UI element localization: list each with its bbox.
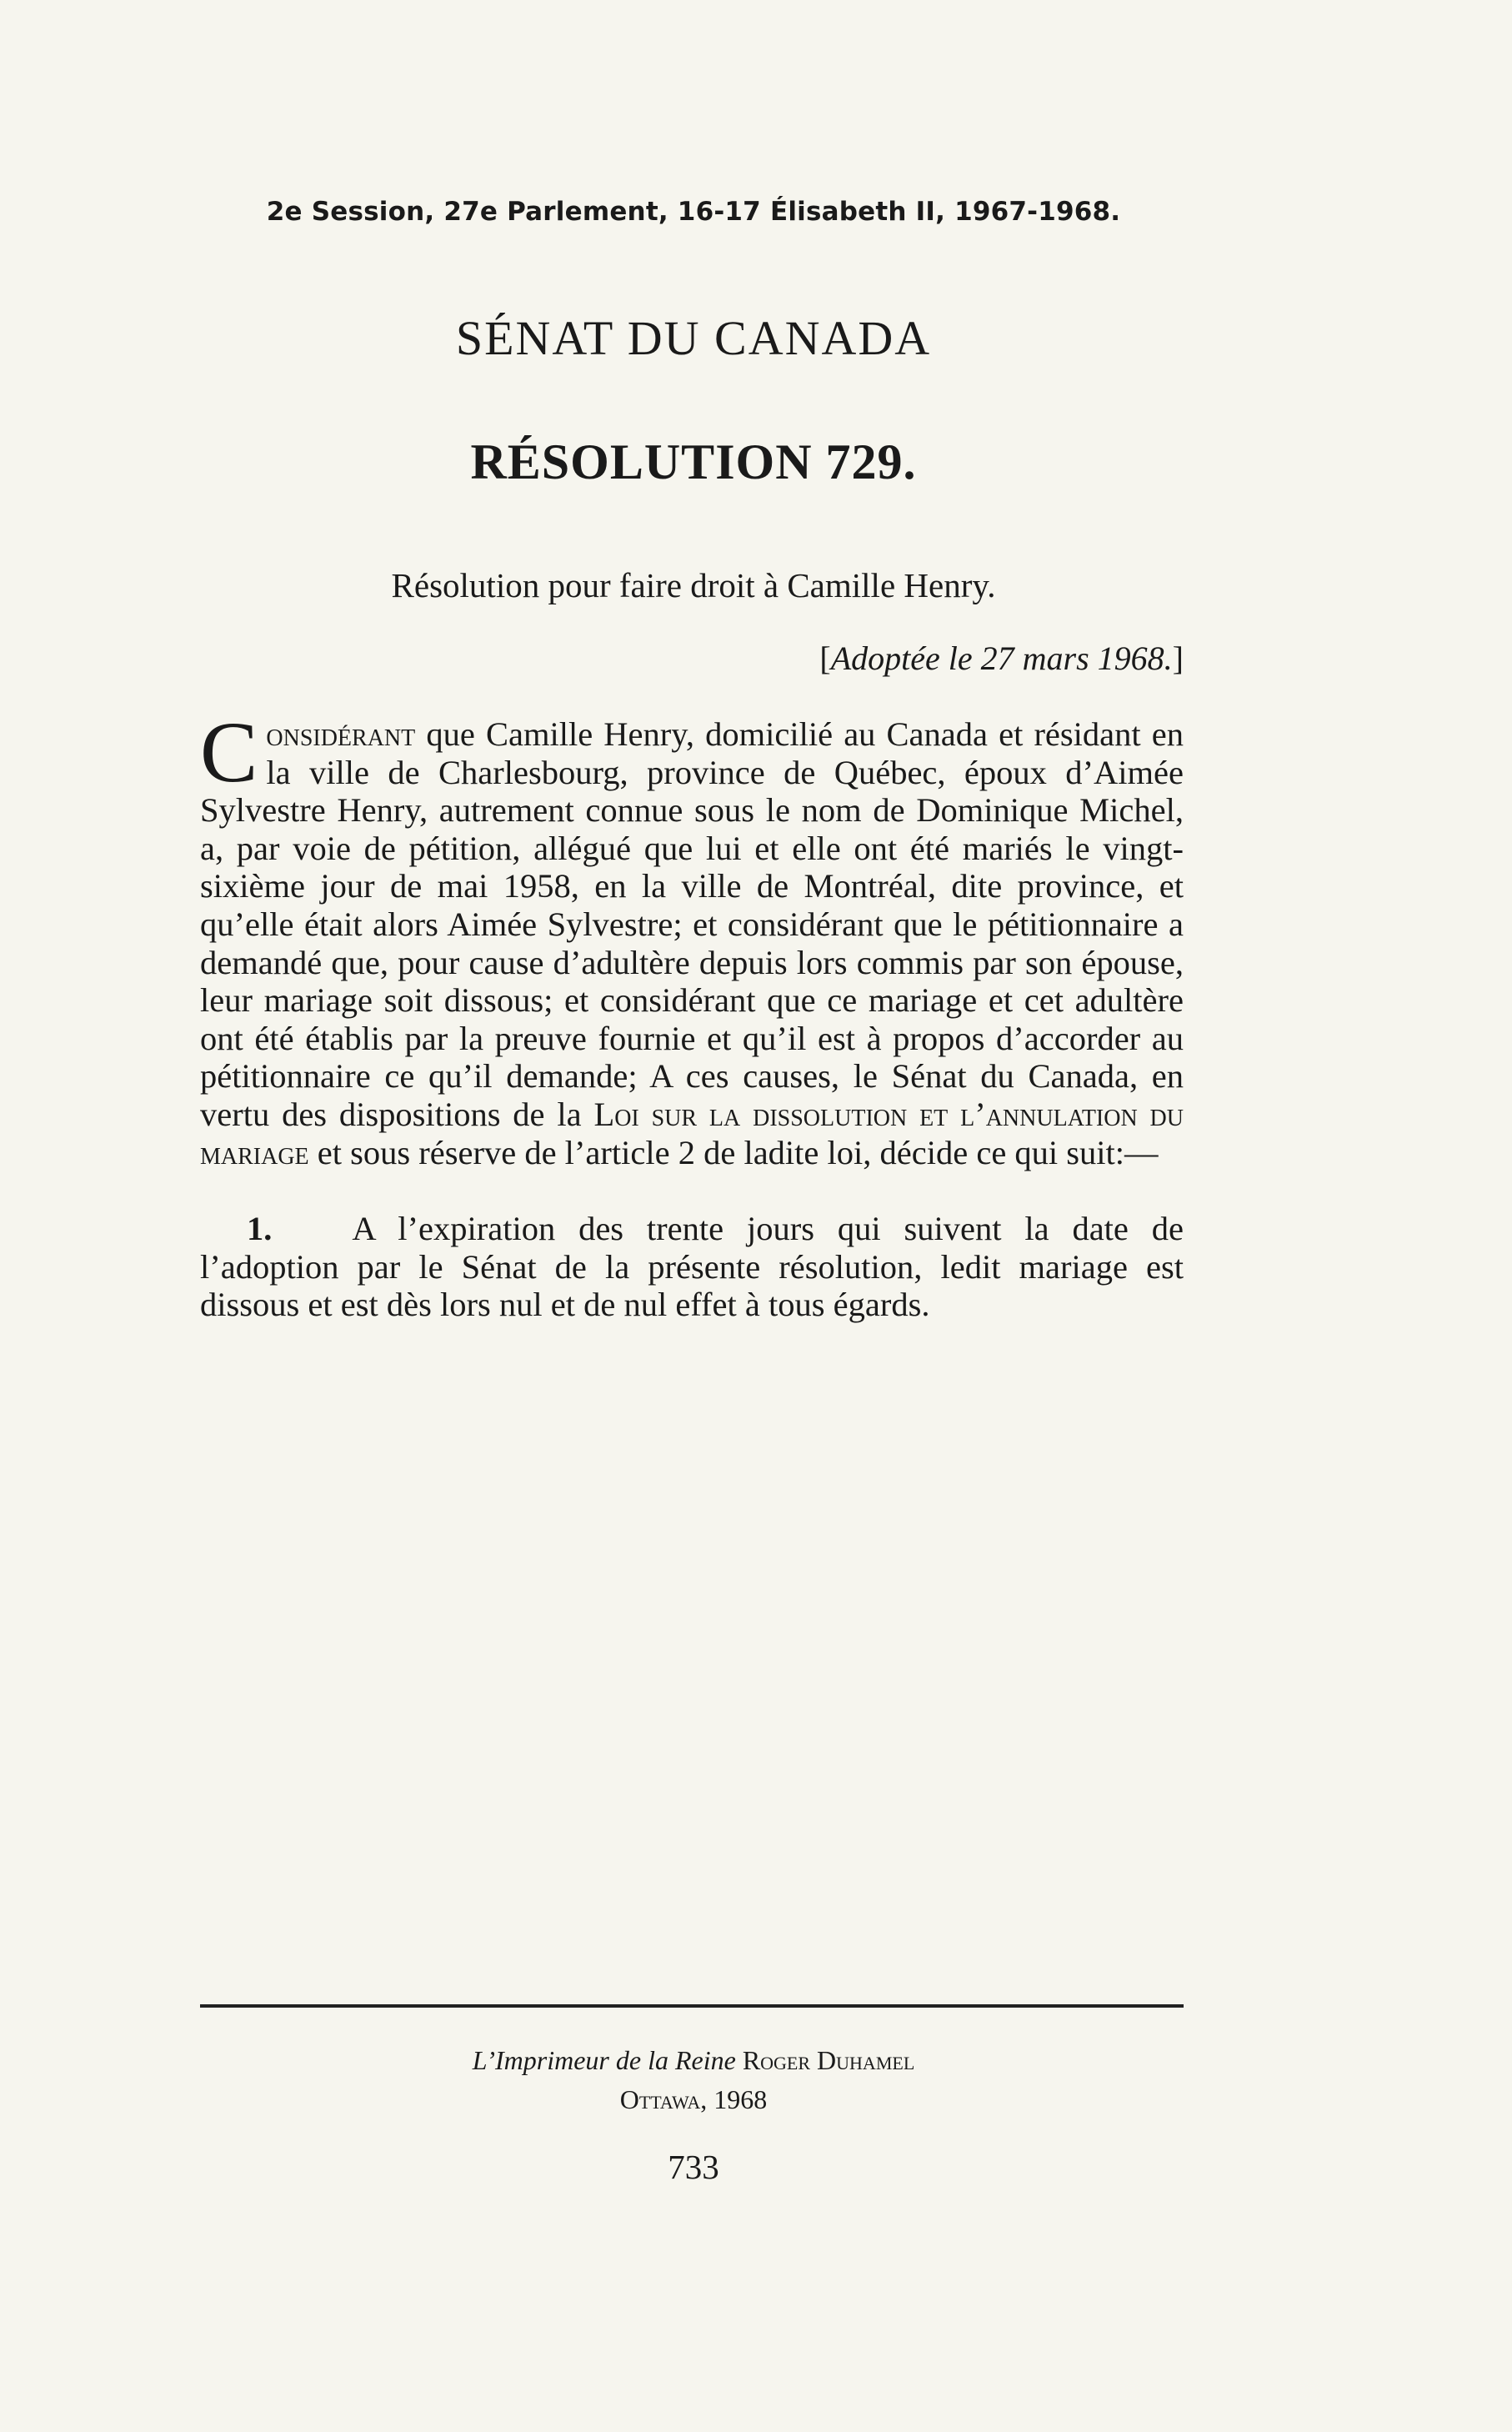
adoption-date (717, 639, 1184, 678)
page-number: 733 (668, 2148, 719, 2186)
printer-title: L’Imprimeur de la Reine (472, 2045, 736, 2075)
drop-cap: C (200, 705, 258, 800)
resolution-body (200, 705, 1184, 1324)
printer-name: Roger Duhamel (742, 2045, 915, 2075)
printer-credit (0, 2045, 1387, 2076)
preamble-paragraph (200, 705, 1184, 1171)
resolution-title: RÉSOLUTION 729. (470, 434, 917, 489)
adoption-bracket-open: [ (819, 639, 831, 677)
resolution-subtitle: Résolution pour faire droit à Camille Henry. (391, 566, 996, 604)
clause-1 (200, 1210, 1184, 1324)
clause-number: 1. (247, 1210, 273, 1248)
preamble-text-2: et sous réserve de l’article 2 de ladite loi, décide ce qui suit:— (308, 1133, 1159, 1171)
clause-text: A l’expiration des trente jours qui suivent la date de l’adoption par le Sénat de la présente résolution, ledit mariage est dissous et est dès lors nul et de nul effet à tous égards. (200, 1210, 1184, 1324)
senate-heading: SÉNAT DU CANADA (455, 311, 932, 365)
footer-divider (200, 2004, 1184, 2008)
adoption-date-text: Adoptée le 27 mars 1968. (830, 639, 1173, 677)
law-name: Loi sur la dissolution et l’annulation du mariage (200, 1095, 1184, 1171)
adoption-bracket-close: ] (1172, 639, 1184, 677)
preamble-lead: onsidérant (266, 715, 416, 753)
printer-city: Ottawa, 1968 (619, 2084, 768, 2114)
preamble-text-1: que Camille Henry, domicilié au Canada et résidant en la ville de Charlesbourg, province de Québec, époux d’Aimée Sylvestre Henry, autrement connue sous le nom de Dominique Michel, a, par voie de pétition, allégué que lui et elle ont été mariés le vingt-sixième jour de mai 1958, en la ville de Montréal, dite province, et qu’elle était alors Aimée Sylvestre; et considérant que le pétitionnaire a demandé que, pour cause d’adultère depuis lors commis par son épouse, leur mariage soit dissous; et considérant que ce mariage et cet adultère ont été établis par la preuve fournie et qu’il est à propos d’accorder au pétitionnaire ce qu’il demande; A ces causes, le Sénat du Canada, en vertu des dispositions de la (200, 715, 1184, 1133)
session-header: 2e Session, 27e Parlement, 16-17 Élisabeth II, 1967-1968. (266, 197, 1121, 227)
